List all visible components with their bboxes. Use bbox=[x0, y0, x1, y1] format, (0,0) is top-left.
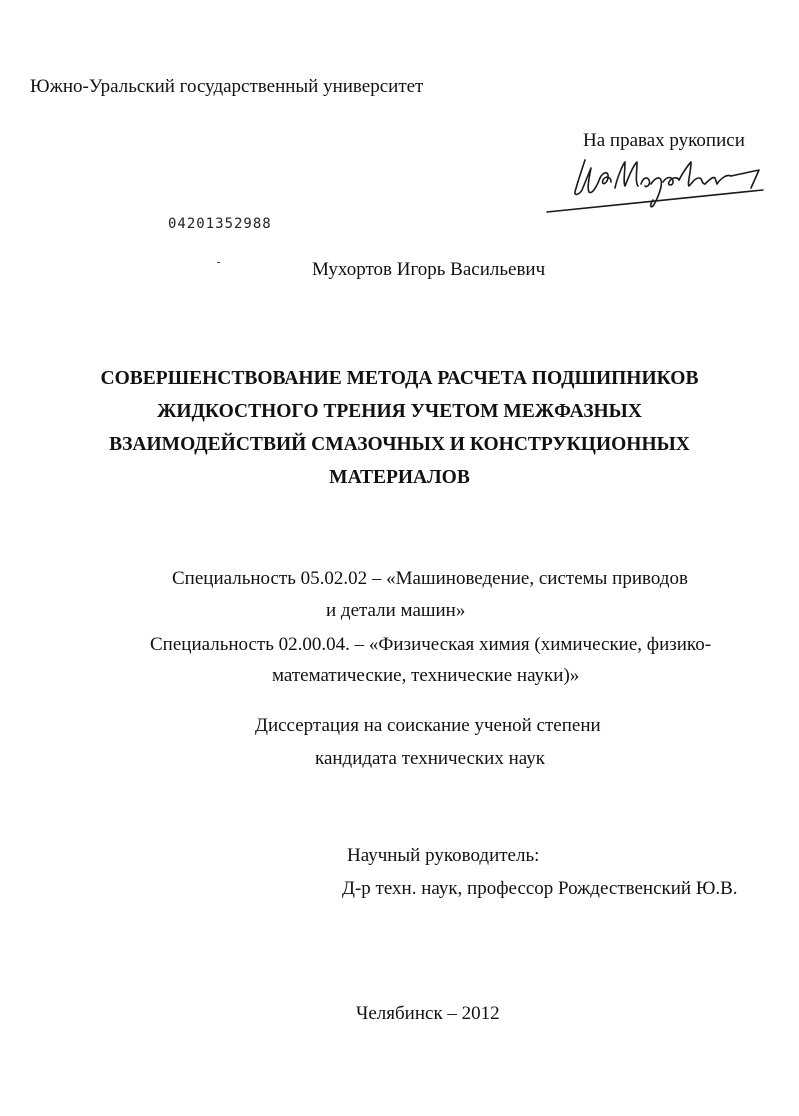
specialty-1-line-1: Специальность 05.02.02 – «Машиноведение, системы приводов bbox=[172, 568, 688, 589]
specialty-1-line-2: и детали машин» bbox=[326, 600, 466, 621]
title-line-1: СОВЕРШЕНСТВОВАНИЕ МЕТОДА РАСЧЕТА ПОДШИПНИКОВ bbox=[100, 368, 699, 389]
dissertation-title bbox=[0, 362, 799, 494]
rights-note: На правах рукописи bbox=[583, 130, 745, 151]
supervisor-label: Научный руководитель: bbox=[347, 845, 540, 866]
title-line-3: ВЗАИМОДЕЙСТВИЙ СМАЗОЧНЫХ И КОНСТРУКЦИОННЫХ bbox=[109, 434, 690, 455]
city-year: Челябинск – 2012 bbox=[356, 1003, 500, 1024]
specialty-2-line-1: Специальность 02.00.04. – «Физическая химия (химические, физико- bbox=[150, 634, 712, 655]
dissertation-degree-line-1: Диссертация на соискание ученой степени bbox=[255, 715, 601, 736]
dissertation-degree-line-2: кандидата технических наук bbox=[315, 748, 545, 769]
handwritten-signature bbox=[545, 148, 765, 218]
inventory-number: 04201352988 bbox=[168, 216, 272, 232]
speck-mark bbox=[217, 262, 220, 263]
specialty-2-line-2: математические, технические науки)» bbox=[272, 665, 580, 686]
author-name: Мухортов Игорь Васильевич bbox=[312, 259, 546, 280]
university-name: Южно-Уральский государственный университет bbox=[30, 76, 424, 97]
title-line-2: ЖИДКОСТНОГО ТРЕНИЯ УЧЕТОМ МЕЖФАЗНЫХ bbox=[157, 401, 642, 422]
supervisor-name: Д-р техн. наук, профессор Рождественский Ю.В. bbox=[342, 878, 738, 899]
title-line-4: МАТЕРИАЛОВ bbox=[329, 467, 470, 488]
